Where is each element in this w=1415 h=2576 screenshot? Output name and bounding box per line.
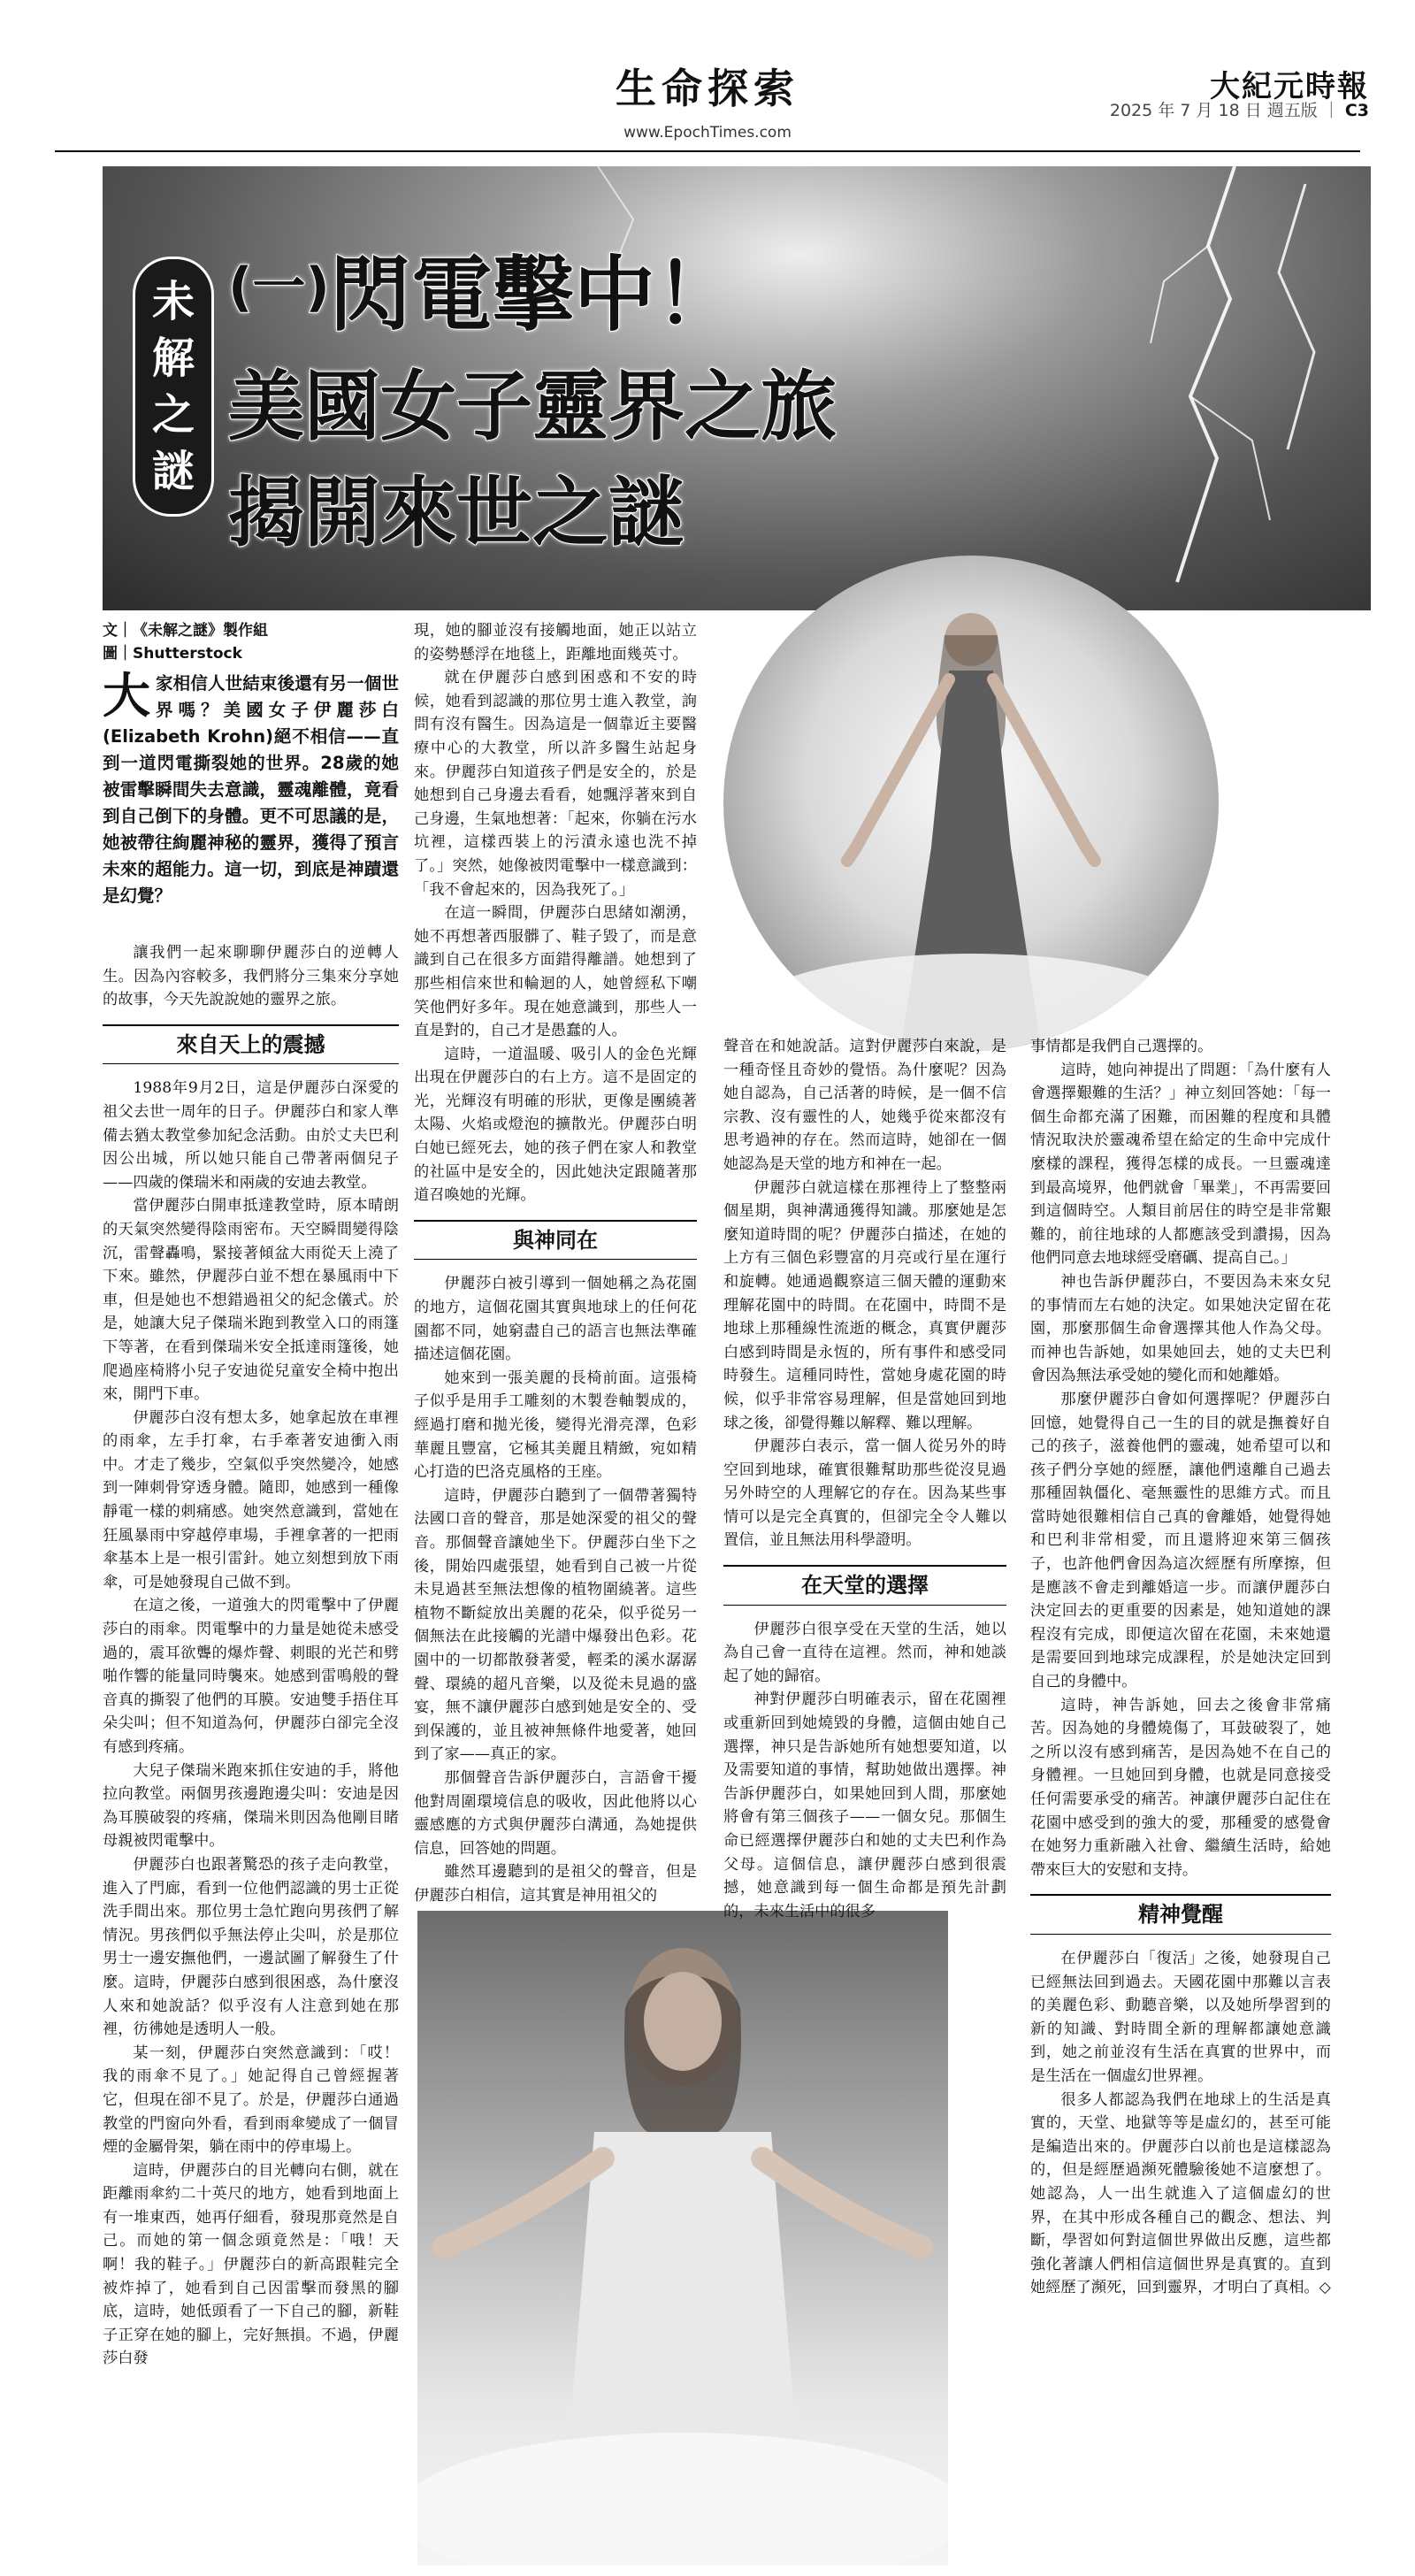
article-column-2 [414, 619, 697, 1907]
badge-char: 之 [151, 390, 195, 440]
byline: 文｜《未解之謎》製作組 [103, 622, 268, 640]
paragraph: 這時，伊麗莎白聽到了一個帶著獨特法國口音的聲音，那是她深愛的祖父的聲音。那個聲音讓她坐下。伊麗莎白坐下之後，開始四處張望，她看到自己被一片從未見過甚至無法想像的植物圍繞著。這些植物不斷綻放出美麗的花朵，似乎從另一個無法在此接觸的光譜中爆發出色彩。花園中的一切都散發著愛，輕柔的溪水潺潺聲、環繞的超凡音樂，以及從未見過的盛宴，無不讓伊麗莎白感到她是安全的、受到保護的，並且被神無條件地愛著，她回到了家——真正的家。 [414, 1486, 697, 1764]
date-text: 2025 年 7 月 18 日 週五版 [1109, 101, 1318, 120]
site-url[interactable]: www.EpochTimes.com [623, 124, 792, 142]
page-number: C3 [1344, 101, 1369, 120]
subheading: 與神同在 [414, 1220, 697, 1261]
headline-line-1 [228, 230, 737, 347]
series-badge [133, 257, 214, 517]
episode-number: (一) [228, 257, 330, 318]
paragraph: 這時，神告訴她，回去之後會非常痛苦。因為她的身體燒傷了，耳鼓破裂了，她之所以沒有感到痛苦，是因為她不在自己的身體裡。一旦她回到身體，也就是同意接受任何需要承受的痛苦。神讓伊麗莎白記住在花園中感受到的強大的愛，那種愛的感覺會在她努力重新融入社會、繼續生活時，給她帶來巨大的安慰和支持。 [1030, 1696, 1331, 1879]
paragraph: 讓我們一起來聊聊伊麗莎白的逆轉人生。因為內容較多，我們將分三集來分享她的故事，今天先說說她的靈界之旅。 [103, 944, 399, 1009]
paragraph: 大兒子傑瑞米跑來抓住安迪的手，將他拉向教堂。兩個男孩邊跑邊尖叫：安迪是因為耳膜破裂的疼痛，傑瑞米則因為他剛目睹母親被閃電擊中。 [103, 1761, 399, 1851]
paragraph: 她來到一張美麗的長椅前面。這張椅子似乎是用手工雕刻的木製巻軸製成的，經過打磨和拋光後，變得光滑亮澤，色彩華麗且豐富，它極其美麗且精緻，宛如精心打造的巴洛克風格的王座。 [414, 1368, 697, 1482]
paragraph: 很多人都認為我們在地球上的生活是真實的，天堂、地獄等等是虛幻的，甚至可能是編造出來的。伊麗莎白以前也是這樣認為的，但是經歷過瀕死體驗後她不這麼想了。她認為，人一出生就進入了這個虛幻的世界，在其中形成各種自己的觀念、想法、判斷，學習如何對這個世界做出反應，這些都強化著讓人們相信這個世界是真實的。直到她經歷了瀕死，回到靈界，才明白了真相。◇ [1030, 2090, 1331, 2297]
newspaper-logo: 大紀元時報 [1210, 69, 1369, 104]
article-column-1 [103, 619, 399, 2371]
paragraph: 聲音在和她說話。這對伊麗莎白來說，是一種奇怪且奇妙的覺悟。為什麼呢？因為她自認為，自己活著的時候，是一個不信宗教、沒有靈性的人，她幾乎從來都沒有思考過神的存在。然而這時，她卻在一個她認為是天堂的地方和神在一起。 [723, 1038, 1006, 1173]
article-column-4 [1030, 1035, 1331, 2300]
headline-line-3: 揭開來世之謎 [228, 469, 685, 557]
issue-date [1110, 97, 1369, 121]
subheading: 精神覺醒 [1030, 1894, 1331, 1935]
paragraph: 在伊麗莎白「復活」之後，她發現自己已經無法回到過去。天國花園中那難以言表的美麗色彩、動聽音樂，以及她所學習到的新的知識、對時間全新的理解都讓她意識到，她之前並沒有生活在真實的世界中，而是生活在一個虛幻世界裡。 [1030, 1949, 1331, 2085]
paragraph: 那個聲音告訴伊麗莎白，言語會干擾他對周圍環境信息的吸收，因此他將以心靈感應的方式與伊麗莎白溝通，為她提供信息，回答她的問題。 [414, 1768, 697, 1858]
lead-paragraph [103, 668, 399, 909]
paragraph: 現，她的腳並沒有接觸地面，她正以站立的姿勢懸浮在地毯上，距離地面幾英寸。 [414, 622, 697, 663]
section-title: 生命探索 [616, 65, 799, 112]
paragraph: 神對伊麗莎白明確表示，留在花園裡或重新回到她燒毀的身體，這個由她自己選擇，神只是告訴她所有她想要知道，以及需要知道的事情，幫助她做出選擇。神告訴伊麗莎白，如果她回到人間，那麼她將會有第三個孩子——一個女兒。那個生命已經選擇伊麗莎白和她的丈夫巴利作為父母。這個信息，讓伊麗莎白感到很震撼，她意識到每一個生命都是預先計劃的，未來生活中的很多 [723, 1690, 1006, 1920]
paragraph: 事情都是我們自己選擇的。 [1030, 1038, 1213, 1055]
paragraph: 伊麗莎白被引導到一個她稱之為花園的地方，這個花園其實與地球上的任何花園都不同，她窮盡自己的語言也無法準確描述這個花園。 [414, 1275, 697, 1364]
woman-figure-icon [723, 556, 1219, 1051]
date-separator: ｜ [1322, 101, 1345, 120]
paragraph: 就在伊麗莎白感到困惑和不安的時候，她看到認識的那位男士進入教堂，詢問有沒有醫生。因為這是一個靠近主要醫療中心的大教堂，所以許多醫生站起身來。伊麗莎白知道孩子們是安全的，於是她想到自己身邊去看看，她飄浮著來到自己身邊，生氣地想著：「起來，你躺在污水坑裡，這樣西裝上的污漬永遠也洗不掉了。」突然，她像被閃電擊中一樣意識到：「我不會起來的，因為我死了。」 [414, 669, 697, 899]
paragraph: 伊麗莎白就這樣在那裡待上了整整兩個星期，與神溝通獲得知識。那麼她是怎麼知道時間的呢？伊麗莎白描述，在她的上方有三個色彩豐富的月亮或行星在運行和旋轉。她通過觀察這三個天體的運動來理解花園中的時間。在花園中，時間不是地球上那種線性流逝的概念，真實伊麗莎白感到時間是永恆的，所有事件和感受同時發生。這種同時性，當她身處花園的時候，似乎非常容易理解，但是當她回到地球之後，卻覺得難以解釋、難以理解。 [723, 1178, 1006, 1432]
jesus-figure-icon [417, 1911, 948, 2565]
paragraph: 1988年9月2日，這是伊麗莎白深愛的祖父去世一周年的日子。伊麗莎白和家人準備去猶太教堂參加紀念活動。由於丈夫巴利因公出城，所以她只能自己帶著兩個兒子——四歲的傑瑞米和兩歲的安迪去教堂。 [103, 1079, 399, 1192]
paragraph: 神也告訴伊麗莎白，不要因為未來女兒的事情而左右她的決定。如果她決定留在花園，那麼那個生命會選擇其他人作為父母。而神也告訴她，如果她回去，她的丈夫巴利會因為無法承受她的變化而和她離婚。 [1030, 1272, 1331, 1385]
lead-text: 家相信人世結束後還有另一個世界嗎？美國女子伊麗莎白(Elizabeth Krohn)絕不相信——直到一道閃電撕裂她的世界。28歲的她被雷擊瞬間失去意識，靈魂離體，竟看到自己倒下的身體。更不可思議的是，她被帶往絢麗神秘的靈界，獲得了預言未來的超能力。這一切，到底是神蹟還是幻覺？ [103, 673, 399, 906]
paragraph: 那麼伊麗莎白會如何選擇呢？伊麗莎白回憶，她覺得自己一生的目的就是撫養好自己的孩子，滋養他們的靈魂，她希望可以和孩子們分享她的經歷，讓他們遠離自己過去那種固執僵化、毫無靈性的思維方式。而且當時她很難相信自己真的會離婚，她覺得她和巴利非常相愛，而且還將迎來第三個孩子，也許他們會因為這次經歷有所摩擦，但是應該不會走到離婚這一步。而讓伊麗莎白決定回去的更重要的因素是，她知道她的課程沒有完成，即便這次留在花園，未來她還是需要回到地球完成課程，於是她決定回到自己的身體中。 [1030, 1390, 1331, 1691]
paragraph: 雖然耳邊聽到的是祖父的聲音，但是伊麗莎白相信，這其實是神用祖父的 [414, 1863, 697, 1905]
paragraph: 這時，伊麗莎白的目光轉向右側，就在距離雨傘約二十英尺的地方，她看到地面上有一堆東西，她再仔細看，發現那竟然是自己。而她的第一個念頭竟然是：「哦！天啊！我的鞋子。」伊麗莎白的新高跟鞋完全被炸掉了，她看到自己因雷擊而發黑的腳底，這時，她低頭看了一下自己的腳，新鞋子正穿在她的腳上，完好無損。不過，伊麗莎白發 [103, 2161, 399, 2368]
header-rule [55, 150, 1360, 152]
drop-cap: 大 [103, 668, 150, 724]
paragraph: 伊麗莎白很享受在天堂的生活，她以為自己會一直待在這裡。然而，神和她談起了她的歸宿。 [723, 1620, 1006, 1685]
paragraph: 某一刻，伊麗莎白突然意識到：「哎！我的雨傘不見了。」她記得自己曾經握著它，但現在卻不見了。於是，伊麗莎白通過教堂的門窗向外看，看到雨傘變成了一個冒煙的金屬骨架，躺在雨中的停車場上。 [103, 2043, 399, 2157]
paragraph: 在這之後，一道強大的閃電擊中了伊麗莎白的雨傘。閃電擊中的力量是她從未感受過的，震耳欲聾的爆炸聲、刺眼的光芒和劈啪作響的能量同時襲來。她感到雷鳴般的聲音真的撕裂了他們的耳膜。安迪雙手捂住耳朵尖叫；但不知道為何，伊麗莎白卻完全沒有感到疼痛。 [103, 1597, 399, 1756]
paragraph: 伊麗莎白也跟著驚恐的孩子走向教堂，進入了門廊，看到一位他們認識的男士正從洗手間出來。那位男士急忙跑向男孩們了解情況。男孩們似乎無法停止尖叫，於是那位男士一邊安撫他們，一邊試圖了解發生了什麼。這時，伊麗莎白感到很困惑，為什麼沒人來和她說話？似乎沒有人注意到她在那裡，彷彿她是透明人一般。 [103, 1855, 399, 2039]
badge-char: 解 [151, 334, 195, 383]
image-credit: 圖｜Shutterstock [103, 645, 242, 663]
headline-text: 閃電擊中！ [329, 248, 737, 342]
paragraph: 當伊麗莎白開車抵達教堂時，原本晴朗的天氣突然變得陰雨密布。天空瞬間變得陰沉，雷聲轟鳴，緊接著傾盆大雨從天上澆了下來。雖然，伊麗莎白並不想在暴風雨中下車，但是她也不想錯過祖父的紀念儀式。於是，她讓大兒子傑瑞米跑到教堂入口的雨篷下等著，在看到傑瑞米安全抵達雨篷後，她爬過座椅將小兒子安迪從兒童安全椅中抱出來，開門下車。 [103, 1197, 399, 1404]
jesus-photo [417, 1911, 948, 2565]
paragraph: 這時，一道温暖、吸引人的金色光輝出現在伊麗莎白的右上方。這不是固定的光，光輝沒有明確的形狀，更像是團繞著太陽、火焰或燈泡的擴散光。伊麗莎白明白她已經死去，她的孩子們在家人和教堂的社區中是安全的，因此她決定跟隨著那道召喚她的光輝。 [414, 1045, 697, 1205]
paragraph: 伊麗莎白表示，當一個人從另外的時空回到地球，確實很難幫助那些從沒見過另外時空的人理解它的存在。因為某些事情可以是完全真實的，但卻完全令人難以置信，並且無法用科學證明。 [723, 1438, 1006, 1550]
paragraph: 在這一瞬間，伊麗莎白思緒如潮湧，她不再想著西服髒了、鞋子毀了，而是意識到自己在很多方面錯得離譜。她想到了那些相信來世和輪迴的人，她曾經私下嘲笑他們好多年。現在她意識到，那些人一直是對的，自己才是愚蠢的人。 [414, 904, 697, 1040]
article-column-3 [723, 1035, 1006, 1923]
headline-line-2: 美國女子靈界之旅 [228, 363, 837, 451]
badge-char: 謎 [151, 447, 195, 496]
badge-char: 未 [151, 277, 195, 326]
subheading: 來自天上的震撼 [103, 1024, 399, 1065]
subheading: 在天堂的選擇 [723, 1565, 1006, 1606]
paragraph: 這時，她向神提出了問題：「為什麼有人會選擇艱難的生活？」神立刻回答她：「每一個生命都充滿了困難，而困難的程度和具體情況取決於靈魂希望在給定的生命中完成什麼樣的課程，獲得怎樣的成長。一旦靈魂達到最高境界，他們就會「畢業」，不再需要回到這個時空。人類目前居住的時空是非常艱難的，前往地球的人都應該受到讚揚，因為他們同意去地球經受磨礪、提高自己。」 [1030, 1061, 1331, 1268]
woman-photo [723, 556, 1219, 1051]
paragraph: 伊麗莎白沒有想太多，她拿起放在車裡的雨傘，左手打傘，右手牽著安迪衝入雨中。才走了幾步，空氣似乎突然變冷，她感到一陣刺骨穿透身體。隨即，她感到一種像靜電一樣的刺痛感。她突然意識到，當她在狂風暴雨中穿越停車場，手裡拿著的一把雨傘基本上是一根引雷針。她立刻想到放下雨傘，可是她發現自己做不到。 [103, 1408, 399, 1591]
